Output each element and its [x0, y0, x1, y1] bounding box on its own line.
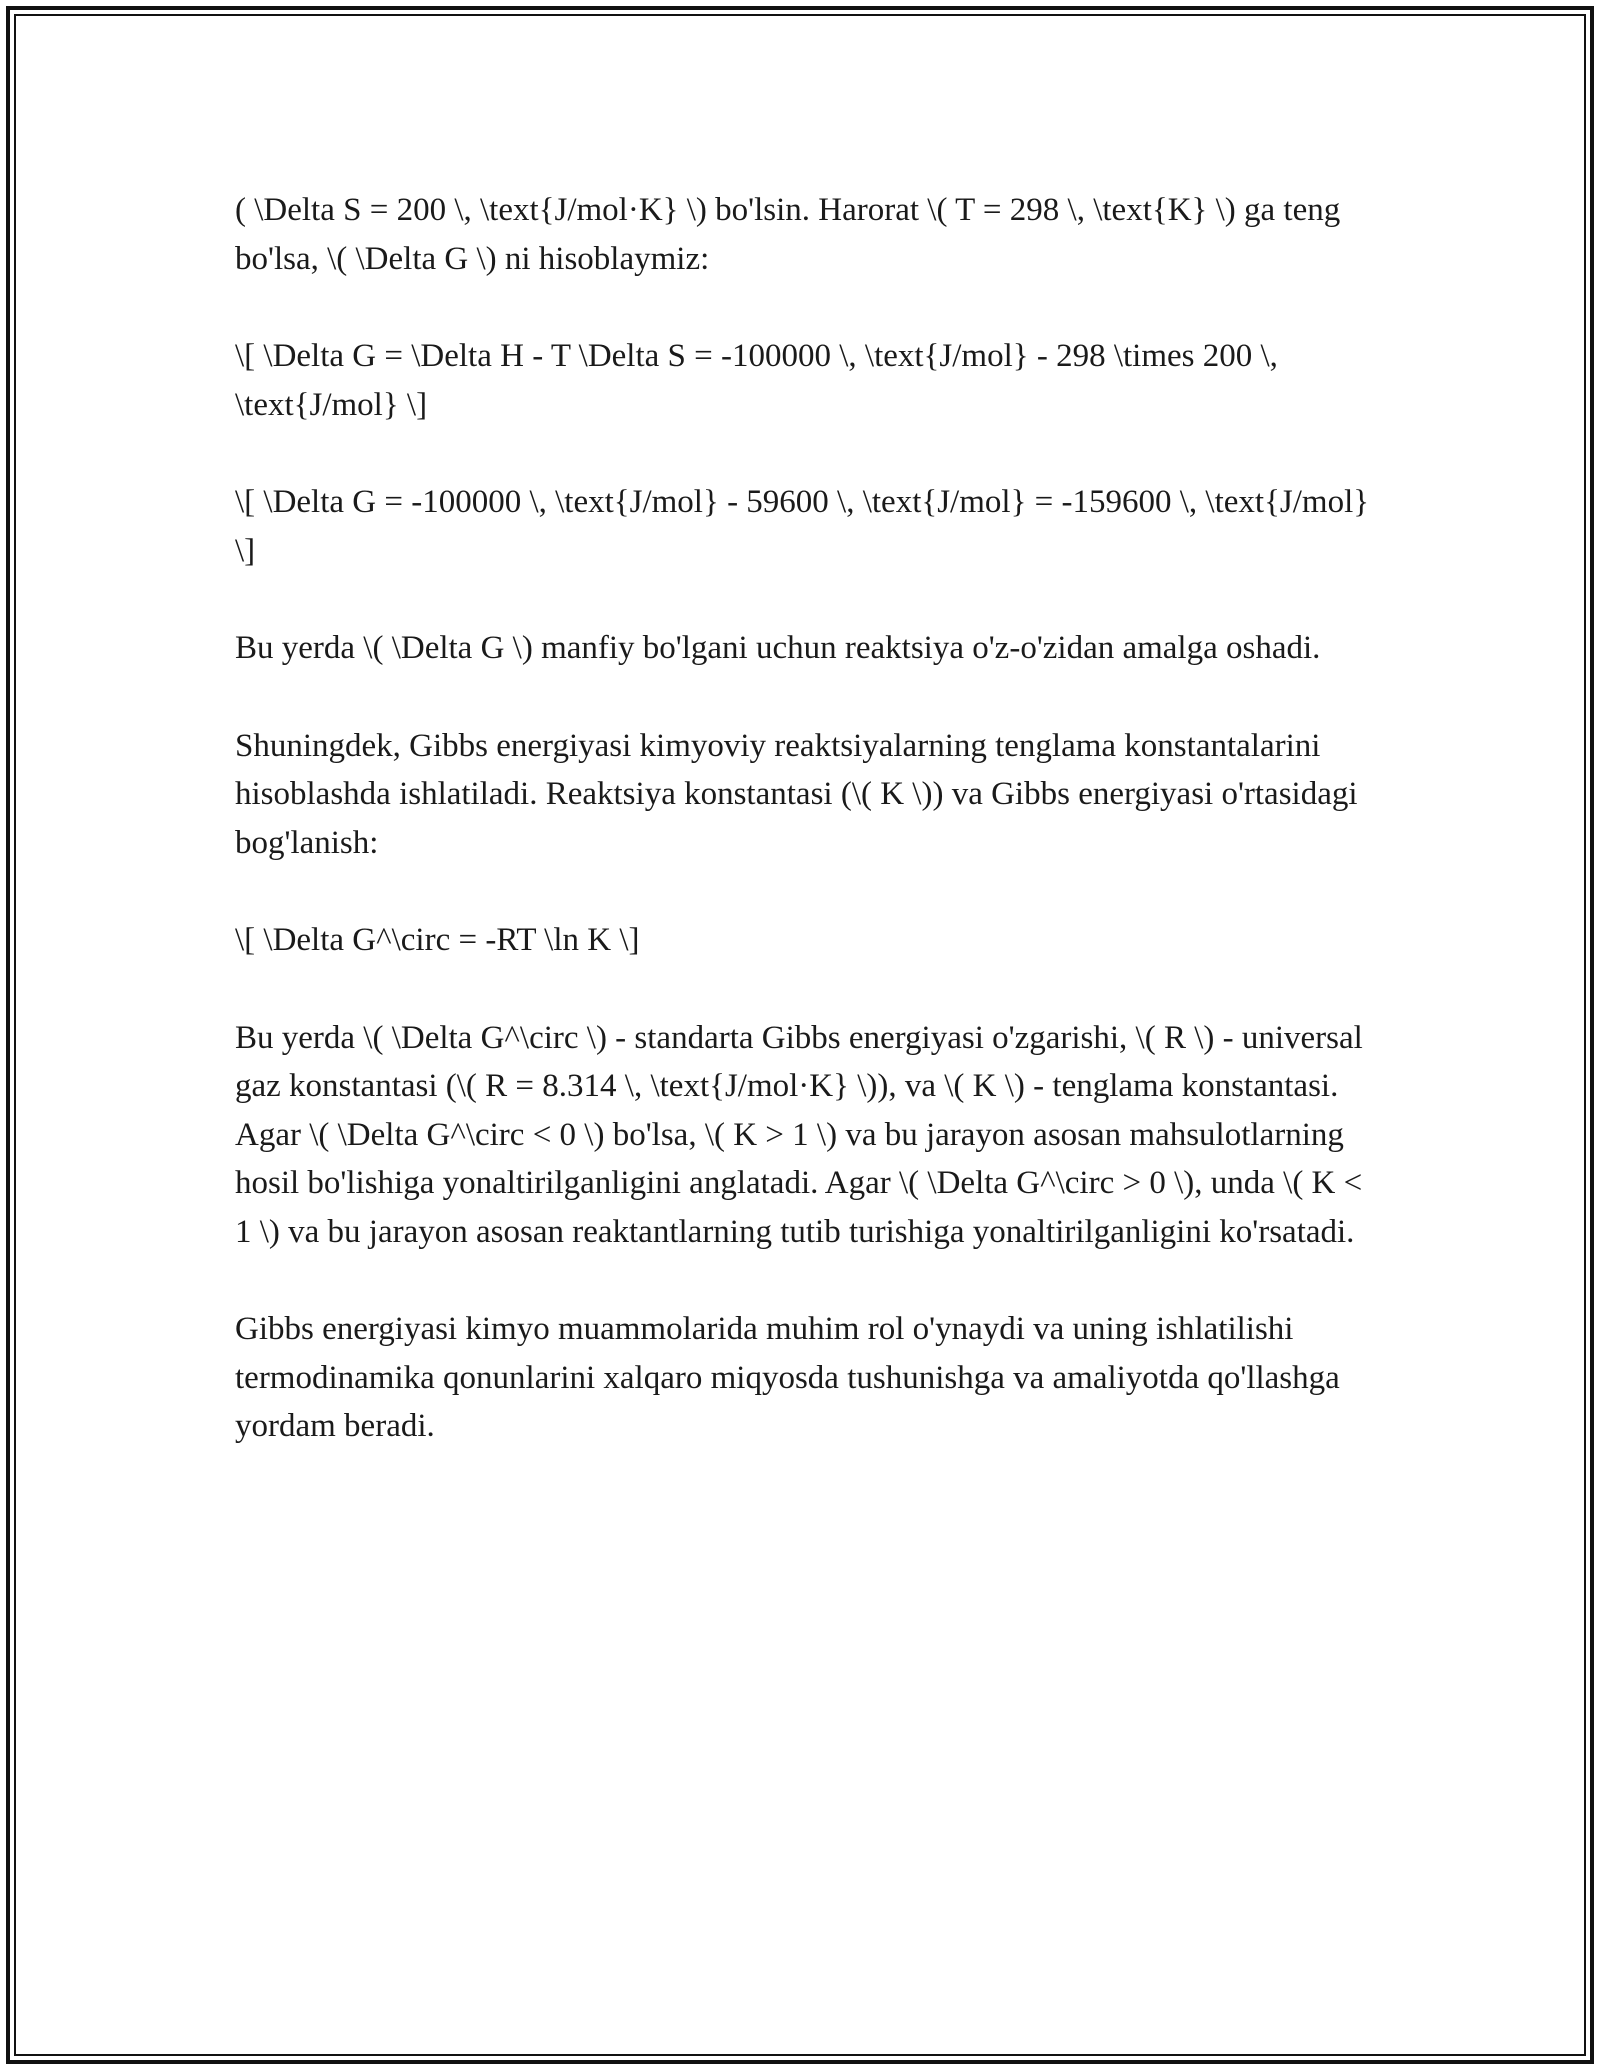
equation-delta-g-formula: \[ \Delta G = \Delta H - T \Delta S = -100000 \, \text{J/mol} - 298 \times 200 \, \text{J/mol} \]: [235, 338, 1278, 423]
paragraph-equilibrium-constant: Shuningdek, Gibbs energiyasi kimyoviy reaktsiyalarning tenglama konstantalarini hisoblashda ishlatiladi. Reaktsiya konstantasi (\( K \)) va Gibbs energiyasi o'rtasidagi bog'lanish:: [235, 727, 1358, 861]
equation-standard-gibbs: \[ \Delta G^\circ = -RT \ln K \]: [235, 922, 640, 958]
equation-delta-g-result: \[ \Delta G = -100000 \, \text{J/mol} - 59600 \, \text{J/mol} = -159600 \, \text{J/mol} \]: [235, 484, 1370, 569]
paragraph-standard-gibbs-explanation: Bu yerda \( \Delta G^\circ \) - standarta Gibbs energiyasi o'zgarishi, \( R \) - universal gaz konstantasi (\( R = 8.314 \, \text{J/mol·K} \)), va \( K \) - tenglama konstantasi. Agar \( \Delta G^\circ < 0 \) bo'lsa, \( K > 1 \) va bu jarayon asosan mahsulotlarning hosil bo'lishiga yonaltirilganligini anglatadi. Agar \( \Delta G^\circ > 0 \), unda \( K < 1 \) va bu jarayon asosan reaktantlarning tutib turishiga yonaltirilganligini ko'rsatadi.: [235, 1019, 1363, 1250]
paragraph-delta-s: ( \Delta S = 200 \, \text{J/mol·K} \) bo'lsin. Harorat \( T = 298 \, \text{K} \) ga teng bo'lsa, \( \Delta G \) ni hisoblaymiz:: [235, 192, 1341, 277]
document-body: [235, 186, 1370, 1500]
paragraph-spontaneous: Bu yerda \( \Delta G \) manfiy bo'lgani uchun reaktsiya o'z-o'zidan amalga oshadi.: [235, 630, 1321, 666]
paragraph-conclusion: Gibbs energiyasi kimyo muammolarida muhim rol o'ynaydi va uning ishlatilishi termodinamika qonunlarini xalqaro miqyosda tushunishga va amaliyotda qo'llashga yordam beradi.: [235, 1311, 1340, 1444]
